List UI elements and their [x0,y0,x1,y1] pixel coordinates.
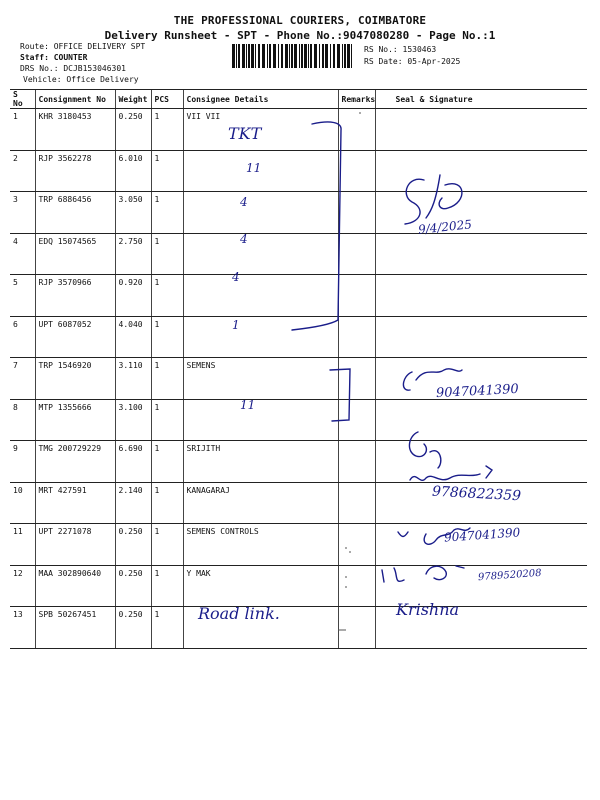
pcs-cell: 1 [151,316,183,358]
sno-cell: 8 [10,399,35,441]
staff-label: Staff: COUNTER [20,53,88,62]
weight-cell: 0.250 [115,565,151,607]
handwritten-note-row2: TKT [228,124,262,143]
sno-cell: 4 [10,233,35,275]
weight-cell: 2.750 [115,233,151,275]
pcs-cell: 1 [151,524,183,566]
ditto-mark-row2: 11 [246,161,262,175]
signature-row-9 [409,432,440,468]
sno-cell: 5 [10,275,35,317]
ditto-mark-row5: 4 [232,270,240,284]
consignee-cell: SRIJITH [183,441,338,483]
sno-cell: 9 [10,441,35,483]
handwritten-phone-row10: 9786822359 [431,483,522,505]
consignment-cell: MAA 302890640 [35,565,115,607]
consignment-cell: UPT 2271078 [35,524,115,566]
sno-cell: 11 [10,524,35,566]
sno-cell: 13 [10,607,35,649]
pcs-cell: 1 [151,192,183,234]
col-header-weight: Weight [115,90,151,109]
consignment-cell: KHR 3180453 [35,109,115,151]
consignee-cell: KANAGARAJ [183,482,338,524]
pcs-cell: 1 [151,358,183,400]
consignment-cell: UPT 6087052 [35,316,115,358]
ditto-mark-row6: 1 [232,318,240,332]
col-header-pcs: PCS [151,90,183,109]
signature-row-3 [405,175,462,224]
pcs-cell: 1 [151,109,183,151]
col-header-consignment: Consignment No [35,90,115,109]
col-header-signature: Seal & Signature [375,90,587,109]
remark-dots-11 [346,547,350,553]
col-header-consignee: Consignee Details [183,90,338,109]
weight-cell: 4.040 [115,316,151,358]
pcs-cell: 1 [151,150,183,192]
ditto-mark-row4: 4 [240,232,248,246]
ditto-mark-row8: 11 [240,398,256,412]
sno-cell: 7 [10,358,35,400]
route-label: Route: OFFICE DELIVERY SPT [20,42,146,51]
pcs-cell: 1 [151,399,183,441]
pcs-cell: 1 [151,482,183,524]
ditto-mark-row3: 4 [240,195,248,209]
consignee-cell: Y MAK [183,565,338,607]
sno-cell: 6 [10,316,35,358]
rs-number: RS No.: 1530463 [364,45,437,54]
handwritten-phone-row8: 9047041390 [435,381,520,402]
weight-cell: 6.010 [115,150,151,192]
pcs-cell: 1 [151,275,183,317]
consignment-cell: TRP 1546920 [35,358,115,400]
vehicle-label: Vehicle: Office Delivery [23,75,139,84]
pcs-cell: 1 [151,441,183,483]
weight-cell: 6.690 [115,441,151,483]
consignment-cell: EDQ 15074565 [35,233,115,275]
signature-row-12 [382,566,464,582]
consignment-cell: RJP 3562278 [35,150,115,192]
bracket-rows-1-6 [292,122,341,330]
weight-cell: 3.110 [115,358,151,400]
consignment-cell: RJP 3570966 [35,275,115,317]
weight-cell: 3.100 [115,399,151,441]
consignment-cell: MRT 427591 [35,482,115,524]
document-title: THE PROFESSIONAL COURIERS, COIMBATORE [173,14,427,27]
sno-cell: 10 [10,482,35,524]
sno-cell: 12 [10,565,35,607]
consignee-cell: SEMENS [183,358,338,400]
weight-cell: 3.050 [115,192,151,234]
consignment-cell: TMG 200729229 [35,441,115,483]
handwritten-consignee-row13: Road link. [198,604,280,623]
pcs-cell: 1 [151,565,183,607]
handwritten-phone-row12: 9789520208 [477,567,542,584]
bracket-rows-7-8 [330,369,350,421]
drs-number: DRS No.: DCJB153046301 [20,64,126,73]
consignee-cell: SEMENS CONTROLS [183,524,338,566]
sno-cell: 3 [10,192,35,234]
col-header-sno: S No [10,90,35,109]
handwritten-phone-row11: 9047041390 [443,525,521,545]
col-header-remarks: Remarks [338,90,375,109]
runsheet-subtitle: Delivery Runsheet - SPT - Phone No.:9047080280 - Page No.:1 [104,29,496,42]
weight-cell: 0.250 [115,607,151,649]
rs-date: RS Date: 05-Apr-2025 [364,57,461,66]
consignment-cell: TRP 6886456 [35,192,115,234]
signature-row-10 [410,466,492,480]
consignment-cell: MTP 1355666 [35,399,115,441]
sno-cell: 2 [10,150,35,192]
handwritten-date-row3: 9/4/2025 [417,217,473,237]
sno-cell: 1 [10,109,35,151]
weight-cell: 0.250 [115,524,151,566]
pcs-cell: 1 [151,607,183,649]
pcs-cell: 1 [151,233,183,275]
weight-cell: 2.140 [115,482,151,524]
weight-cell: 0.250 [115,109,151,151]
weight-cell: 0.920 [115,275,151,317]
handwritten-signature-row13: Krishna [396,600,460,619]
consignment-cell: SPB 50267451 [35,607,115,649]
consignee-cell: VII VII [183,109,338,151]
